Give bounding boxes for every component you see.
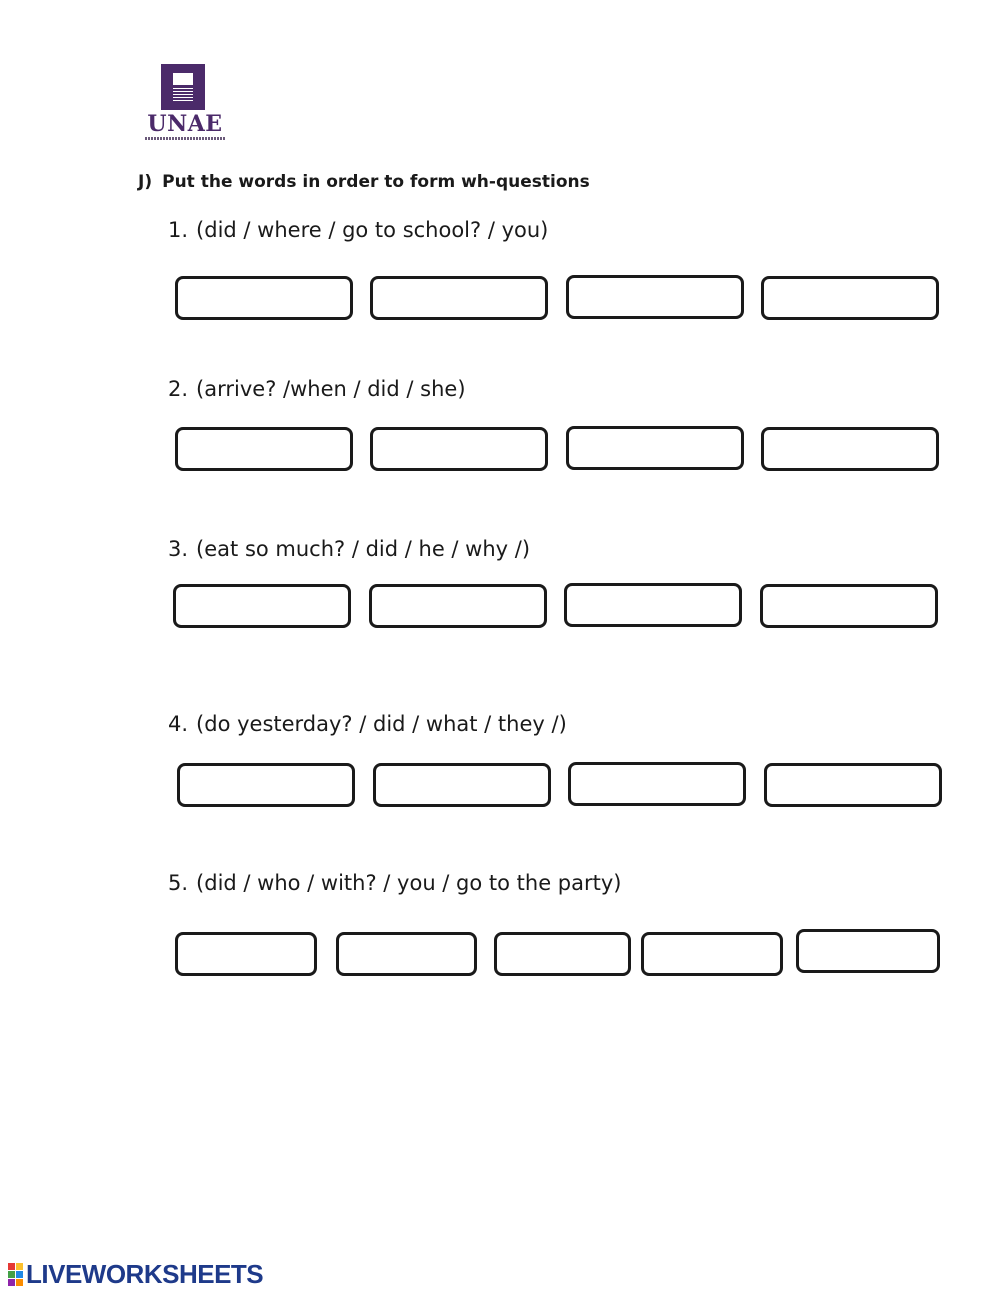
answer-box-5-5[interactable] xyxy=(796,929,940,973)
question-5 xyxy=(168,871,622,895)
question-number: 2. xyxy=(168,377,189,401)
question-number: 4. xyxy=(168,712,189,736)
answer-box-3-2[interactable] xyxy=(369,584,547,628)
answer-box-1-1[interactable] xyxy=(175,276,353,320)
logo-subtitle xyxy=(145,137,225,140)
question-1 xyxy=(168,218,548,242)
answer-box-5-2[interactable] xyxy=(336,932,477,976)
answer-box-5-3[interactable] xyxy=(494,932,631,976)
liveworksheets-text: LIVEWORKSHEETS xyxy=(26,1258,264,1289)
answer-box-4-4[interactable] xyxy=(764,763,942,807)
answer-box-2-4[interactable] xyxy=(761,427,939,471)
question-text: (eat so much? / did / he / why /) xyxy=(196,537,531,561)
logo-name: UNAE xyxy=(147,111,223,137)
answer-box-4-1[interactable] xyxy=(177,763,355,807)
question-number: 5. xyxy=(168,871,189,895)
question-number: 1. xyxy=(168,218,189,242)
answer-box-5-1[interactable] xyxy=(175,932,317,976)
answer-box-4-3[interactable] xyxy=(568,762,746,806)
answer-box-1-4[interactable] xyxy=(761,276,939,320)
question-2 xyxy=(168,377,466,401)
unae-logo xyxy=(145,62,225,142)
answer-box-5-4[interactable] xyxy=(641,932,783,976)
answer-box-1-3[interactable] xyxy=(566,275,744,319)
question-text: (did / who / with? / you / go to the party) xyxy=(196,871,622,895)
answer-box-2-1[interactable] xyxy=(175,427,353,471)
question-4 xyxy=(168,712,567,736)
question-3 xyxy=(168,537,530,561)
answer-box-3-1[interactable] xyxy=(173,584,351,628)
answer-box-2-3[interactable] xyxy=(566,426,744,470)
liveworksheets-brand[interactable] xyxy=(8,1260,263,1288)
answer-box-3-3[interactable] xyxy=(564,583,742,627)
question-number: 3. xyxy=(168,537,189,561)
question-text: (arrive? /when / did / she) xyxy=(196,377,466,401)
answer-box-2-2[interactable] xyxy=(370,427,548,471)
instruction-letter: J) xyxy=(138,172,153,192)
unae-emblem xyxy=(161,64,205,110)
instruction xyxy=(138,172,590,192)
liveworksheets-icon xyxy=(8,1263,23,1286)
answer-box-1-2[interactable] xyxy=(370,276,548,320)
answer-box-3-4[interactable] xyxy=(760,584,938,628)
answer-box-4-2[interactable] xyxy=(373,763,551,807)
question-text: (do yesterday? / did / what / they /) xyxy=(196,712,567,736)
question-text: (did / where / go to school? / you) xyxy=(196,218,549,242)
instruction-text: Put the words in order to form wh-questions xyxy=(162,172,590,192)
